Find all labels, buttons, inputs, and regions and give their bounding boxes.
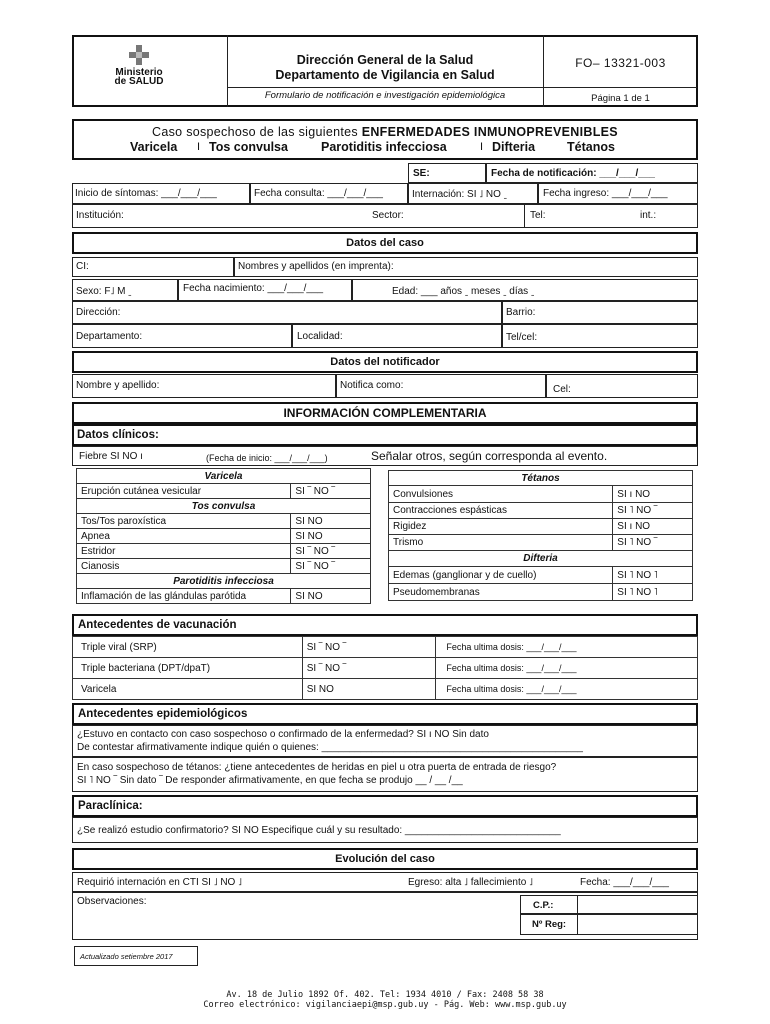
vac-fecha[interactable]: Fecha ultima dosis: ___/___/___ [436,658,698,679]
dif-row-label: Edemas (ganglionar y de cuello) [389,567,613,584]
epidemio-q2: En caso sospechoso de tétanos: ¿tiene antecedentes de heridas en piel u otra puerta de entrada de riesgo? [77,762,557,773]
nombre-notificador-label: Nombre y apellido: [76,380,160,391]
datos-clinicos-box [72,424,698,446]
notificador-title: Datos del notificador [330,356,440,368]
direccion-field[interactable] [72,301,502,324]
tos-row-label: Tos/Tos paroxística [77,514,291,529]
nacimiento-label: Fecha nacimiento: ___/___/___ [183,283,324,294]
tet-row-label: Rigidez [389,519,613,535]
tet-row-label: Trismo [389,535,613,551]
vacunacion-title: Antecedentes de vacunación [78,619,237,631]
vac-value[interactable]: SI NO [302,679,436,700]
se-label: SE: [413,168,430,179]
vac-fecha[interactable]: Fecha ultima dosis: ___/___/___ [436,679,698,700]
case-banner-prefix: Caso sospechoso de las siguientes [152,125,362,139]
institucion-divider [524,204,525,228]
disease-separator-1: I [197,141,201,153]
dif-row-value[interactable]: SI ˥ NO ˥ [613,584,693,601]
disease-parotiditis: Parotiditis infecciosa [321,140,447,154]
table-row[interactable] [389,503,693,519]
header-subtitle: Formulario de notificación e investigación epidemiológica [264,90,506,101]
tet-row-value[interactable]: SI ı NO [613,486,693,503]
paraclinica-title-box [72,795,698,817]
tos-convulsa-header: Tos convulsa [77,499,371,514]
tet-row-label: Contracciones espásticas [389,503,613,519]
header-title2: Departamento de Vigilancia en Salud [275,68,495,82]
disease-separator-2: I [480,141,484,153]
vac-label: Triple bacteriana (DPT/dpaT) [73,658,303,679]
epidemio-title: Antecedentes epidemiológicos [78,708,248,720]
inicio-sintomas-label: Inicio de síntomas: ___/___/___ [75,188,217,199]
updated-label: Actualizado setiembre 2017 [80,952,173,961]
table-row[interactable] [389,519,693,535]
header-title1: Dirección General de la Salud [296,53,474,67]
sexo-label: Sexo: F˩ M ˍ [76,286,132,297]
barrio-label: Barrio: [506,307,536,318]
ci-field[interactable] [72,257,234,277]
ci-label: CI: [76,261,89,272]
dif-row-value[interactable]: SI ˥ NO ˥ [613,567,693,584]
table-row[interactable] [77,484,371,499]
observaciones-label: Observaciones: [77,896,147,907]
paraclinica-title: Paraclínica: [78,800,143,812]
form-code: FO– 13321-003 [575,56,666,70]
tet-row-value[interactable]: SI ˥ NO ‾ [613,503,693,519]
table-row[interactable] [77,514,371,529]
notifica-como-label: Notifica como: [340,380,404,391]
nreg-label: Nº Reg: [532,919,567,930]
table-row[interactable] [389,584,693,601]
table-row[interactable] [77,544,371,559]
senalar-otros: Señalar otros, según corresponda al evento. [371,449,608,463]
cti-label: Requirió internación en CTI SI ˩ NO ˩ [77,877,242,888]
direccion-label: Dirección: [76,307,121,318]
institucion-label: Institución: [76,210,124,221]
disease-tetanos: Tétanos [567,140,615,154]
disease-tos-convulsa: Tos convulsa [209,140,288,154]
paraclinica-question: ¿Se realizó estudio confirmatorio? SI NO Especifique cuál y su resultado: ____________________________ [77,825,561,836]
tet-row-label: Convulsiones [389,486,613,503]
table-row[interactable] [77,559,371,574]
edad-label: Edad: ___ años ˍ meses ˍ días ˍ [392,286,535,297]
footer-address: Av. 18 de Julio 1892 Of. 402. Tel: 1934 4010 / Fax: 2408 58 38 [226,990,544,1000]
tos-row-value[interactable]: SI NO [291,529,371,544]
epidemio-q1b: De contestar afirmativamente indique quién o quienes: _______________________________________________ [77,742,583,753]
sector-label: Sector: [372,210,404,221]
inflamacion-label: Inflamación de las glándulas parótida [77,589,291,604]
difteria-header: Difteria [389,551,693,567]
epidemio-q1: ¿Estuvo en contacto con caso sospechoso o confirmado de la enfermedad? SI ı NO Sin dato [77,729,489,740]
tos-row-value[interactable]: SI ‾ NO ‾ [291,559,371,574]
tetanos-header: Tétanos [389,471,693,486]
info-title: INFORMACIÓN COMPLEMENTARIA [283,406,487,420]
table-row[interactable] [389,535,693,551]
table-row[interactable] [73,637,698,658]
nombres-label: Nombres y apellidos (en imprenta): [238,261,394,272]
erupcion-label: Erupción cutánea vesicular [77,484,291,499]
fiebre-fecha-inicio: (Fecha de inicio: ___/___/___) [206,453,328,463]
cp-label: C.P.: [533,900,554,911]
fecha-notificacion-label: Fecha de notificación: ___/___/___ [491,168,655,179]
case-banner-line1 [72,125,698,139]
header-divider-mid [227,87,697,88]
dif-row-label: Pseudomembranas [389,584,613,601]
tos-row-value[interactable]: SI ‾ NO ‾ [291,544,371,559]
int-label: int.: [640,210,657,221]
tet-row-value[interactable]: SI ˥ NO ‾ [613,535,693,551]
page-number: Página 1 de 1 [591,93,650,104]
tet-row-value[interactable]: SI ı NO [613,519,693,535]
epidemio-q2b: SI ˥ NO ‾ Sin dato ‾ De responder afirmativamente, en que fecha se produjo __ / __ /__ [77,775,463,786]
vac-value[interactable]: SI ‾ NO ‾ [302,637,436,658]
departamento-label: Departamento: [76,331,143,342]
fiebre-label: Fiebre SI NO ı [79,451,143,462]
evolucion-title: Evolución del caso [335,853,435,865]
logo-line1: Ministerio [115,67,163,78]
tos-row-label: Estridor [77,544,291,559]
cp-divider [577,895,578,914]
erupcion-value[interactable]: SI ‾ NO ‾ [291,484,371,499]
parotiditis-header: Parotiditis infecciosa [77,574,371,589]
fecha-ingreso-label: Fecha ingreso: ___/___/___ [543,188,668,199]
telcel-label: Tel/cel: [506,332,538,343]
footer-contact: Correo electrónico: vigilanciaepi@msp.gub.uy - Pág. Web: www.msp.gub.uy [203,1000,567,1010]
nreg-divider [577,914,578,935]
logo-line2: de SALUD [114,76,164,87]
tos-row-label: Apnea [77,529,291,544]
cel-label: Cel: [553,384,571,395]
disease-difteria: Difteria [492,140,536,154]
vac-label: Triple viral (SRP) [73,637,303,658]
vac-label: Varicela [73,679,303,700]
msp-cross-icon [128,44,150,66]
datos-caso-title: Datos del caso [346,237,424,249]
vacunacion-table [72,636,698,700]
table-row[interactable] [73,658,698,679]
table-row[interactable] [77,529,371,544]
inflamacion-value[interactable]: SI NO [291,589,371,604]
table-row[interactable] [389,567,693,584]
case-banner-bold: ENFERMEDADES INMUNOPREVENIBLES [361,125,618,139]
table-row[interactable] [73,679,698,700]
datos-clinicos-title: Datos clínicos: [77,429,159,441]
localidad-label: Localidad: [297,331,343,342]
vac-fecha[interactable]: Fecha ultima dosis: ___/___/___ [436,637,698,658]
clinical-left-table [76,468,371,604]
disease-varicela: Varicela [130,140,178,154]
vac-value[interactable]: SI ‾ NO ‾ [302,658,436,679]
egreso-fecha: Fecha: ___/___/___ [580,877,669,888]
clinical-right-table [388,470,693,601]
internacion-label: Internación: SI ˩ NO ˍ [412,189,507,200]
egreso-label: Egreso: alta ˩ fallecimiento ˩ [408,877,533,888]
tos-row-label: Cianosis [77,559,291,574]
fecha-consulta-label: Fecha consulta: ___/___/___ [254,188,383,199]
table-row[interactable] [389,486,693,503]
table-row[interactable] [77,589,371,604]
varicela-header: Varicela [77,469,371,484]
tel-label: Tel: [530,210,546,221]
tos-row-value[interactable]: SI NO [291,514,371,529]
